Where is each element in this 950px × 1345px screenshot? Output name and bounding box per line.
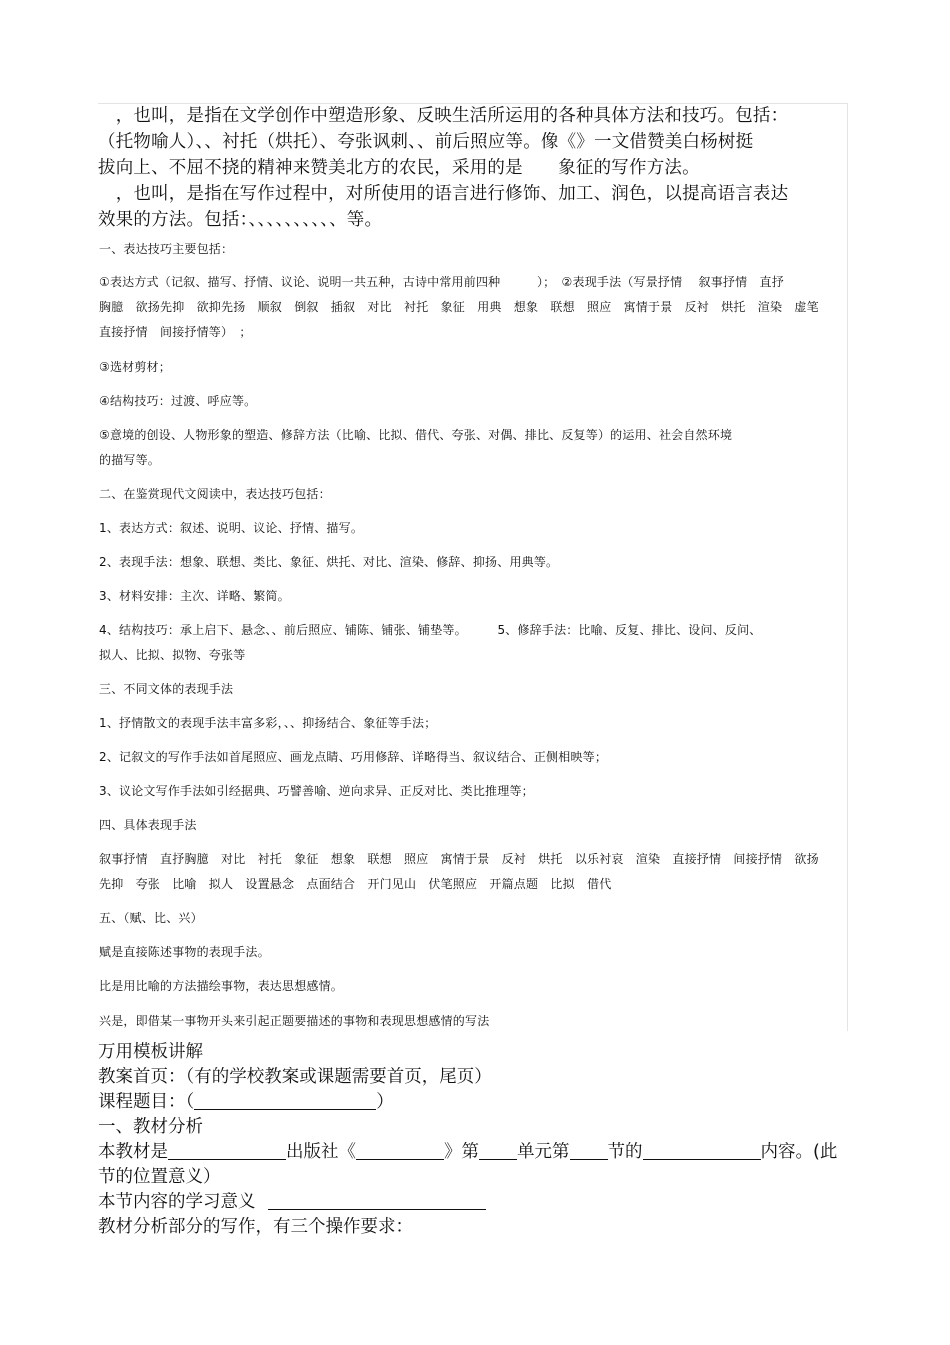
heading-material-analysis: 一、教材分析 (98, 1117, 203, 1137)
course-title-line: 课程题目：（ ） (98, 1092, 394, 1112)
section-5-item-1: 赋是直接陈述事物的表现手法。 (99, 945, 270, 959)
section-5-item-3: 兴是，即借某一事物开头来引起正题要描述的事物和表现思想感情的写法 (99, 1014, 490, 1028)
publisher-blank (168, 1141, 286, 1160)
section-4-list: 叙事抒情 直抒胸臆 对比 衬托 象征 想象 联想 照应 寓情于景 反衬 烘托 以乐衬哀 渲染 直接抒情 间接抒情 欲扬 先抑 夸张 比喻 拟人 设置悬念 点面结合 开门见山 伏笔照应 开篇点题 比拟 借代 (99, 852, 819, 891)
section-1-item-5: ⑤意境的创设、人物形象的塑造、修辞方法（比喻、比拟、借代、夸张、对偶、排比、反复等）的运用、社会自然环境 的描写等。 (99, 428, 733, 467)
intro-line: ，也叫，是指在文学创作中塑造形象、反映生活所运用的各种具体方法和技巧。包括： (98, 106, 789, 126)
section-3-item-2: 2、记叙文的写作手法如首尾照应、画龙点睛、巧用修辞、详略得当、叙议结合、正侧相映等； (99, 750, 608, 764)
requirements-line: 教材分析部分的写作，有三个操作要求： (98, 1217, 413, 1237)
material-line: 本教材是 出版社《 》第 单元第 节的 内容。(此 (98, 1142, 838, 1162)
content-blank (643, 1141, 761, 1160)
template-section (98, 1040, 848, 1240)
significance-blank (268, 1191, 486, 1210)
intro-line: 拔向上、不屈不挠的精神来赞美北方的农民，采用的是 象征的写作方法。 (98, 158, 700, 178)
section-2-item-1: 1、表达方式：叙述、说明、议论、抒情、描写。 (99, 521, 364, 535)
first-page-line: 教案首页：（有的学校教案或课题需要首页，尾页） (98, 1067, 492, 1087)
material-line-2: 节的位置意义） (98, 1167, 221, 1187)
unit-blank (479, 1141, 517, 1160)
section-2-title: 二、在鉴赏现代文阅读中，表达技巧包括： (99, 487, 331, 501)
section-4-title: 四、具体表现手法 (99, 818, 197, 832)
intro-line: （托物喻人）、、衬托（烘托）、夸张讽刺、、前后照应等。像《》一文借赞美白杨树挺 (98, 132, 754, 152)
intro-line: 效果的方法。包括：、、、、、、、、、、等。 (98, 210, 383, 230)
template-title: 万用模板讲解 (98, 1042, 203, 1062)
section-1-item-1: ①表达方式（记叙、描写、抒情、议论、说明一共五种，古诗中常用前四种 ）； ②表现手法（写景抒情 叙事抒情 直抒 胸臆 欲扬先抑 欲抑先扬 顺叙 倒叙 插叙 对比 衬托 象征 用典 想象 联想 照应 寓情于景 反衬 烘托 渲染 虚笔 直接抒情 间接抒情等） ； (99, 275, 819, 339)
section-5-title: 五、（赋、比、兴） (99, 911, 203, 925)
section-3-item-1: 1、抒情散文的表现手法丰富多彩，、、抑扬结合、象征等手法； (99, 716, 437, 730)
intro-line: ，也叫，是指在写作过程中，对所使用的语言进行修饰、加工、润色，以提高语言表达 (98, 184, 789, 204)
section-3-title: 三、不同文体的表现手法 (99, 682, 234, 696)
section-5-item-2: 比是用比喻的方法描绘事物，表达思想感情。 (99, 979, 344, 993)
section-1-item-3: ③选材剪材； (99, 360, 171, 374)
significance-line: 本节内容的学习意义 (98, 1190, 848, 1215)
intro-paragraphs (98, 103, 823, 233)
section-2-item-4: 4、结构技巧：承上启下、悬念、、前后照应、铺陈、铺张、铺垫等。 5、修辞手法：比喻、反复、排比、设问、反问、 拟人、比拟、拟物、夸张等 (99, 623, 762, 662)
section-2-item-3: 3、材料安排：主次、详略、繁简。 (99, 589, 290, 603)
section-2-item-2: 2、表现手法：想象、联想、类比、象征、烘托、对比、渲染、修辞、抑扬、用典等。 (99, 555, 559, 569)
section-3-item-3: 3、议论文写作手法如引经据典、巧譬善喻、逆向求异、正反对比、类比推理等； (99, 784, 534, 798)
section-blank (570, 1141, 608, 1160)
section-1-item-4: ④结构技巧：过渡、呼应等。 (99, 394, 257, 408)
book-blank (356, 1141, 444, 1160)
course-title-blank (194, 1091, 376, 1110)
section-1-title: 一、表达技巧主要包括： (99, 242, 234, 256)
